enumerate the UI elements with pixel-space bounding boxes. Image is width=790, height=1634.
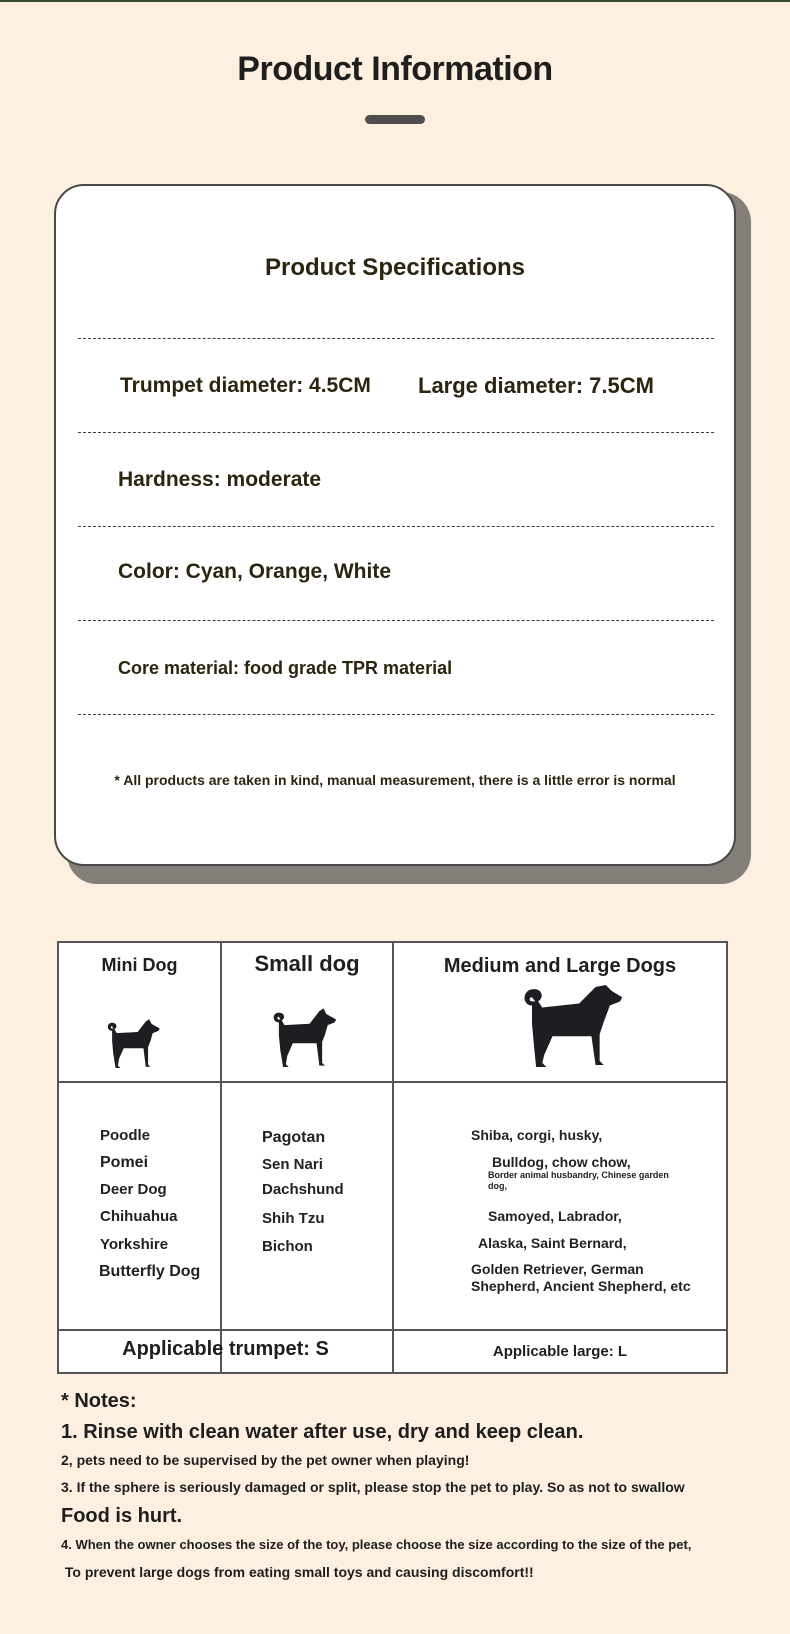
divider [78, 432, 714, 433]
breed-item: Alaska, Saint Bernard, [478, 1235, 627, 1251]
row-divider [59, 1329, 726, 1331]
title-underline-bar [365, 115, 425, 124]
breed-item: Chihuahua [100, 1208, 178, 1225]
breed-item: Golden Retriever, German Shepherd, Ancient Shepherd, etc [471, 1261, 691, 1294]
page-title: Product Information [237, 50, 553, 88]
column-divider [392, 943, 394, 1372]
spec-large-diameter: Large diameter: 7.5CM [418, 373, 654, 398]
breed-item: Shih Tzu [262, 1210, 325, 1227]
breed-item: Border animal husbandry, Chinese garden dog, [488, 1170, 669, 1191]
breed-item: Bichon [262, 1238, 313, 1255]
note-item: To prevent large dogs from eating small toys and causing discomfort!! [61, 1564, 534, 1580]
spec-color: Color: Cyan, Orange, White [118, 560, 392, 583]
divider [78, 526, 714, 527]
applicable-size-large: Applicable large: L [492, 1343, 628, 1360]
column-header-mini-dog: Mini Dog [101, 955, 178, 975]
notes-heading: * Notes: [61, 1390, 137, 1412]
measurement-disclaimer: * All products are taken in kind, manual measurement, there is a little error is normal [114, 772, 676, 788]
breed-item: Pagotan [262, 1129, 326, 1146]
specifications-card [54, 184, 736, 866]
breed-item: Sen Nari [262, 1156, 323, 1173]
dog-silhouette-icon [104, 1018, 162, 1068]
spec-trumpet-diameter: Trumpet diameter: 4.5CM [120, 374, 371, 397]
breed-item: Deer Dog [100, 1181, 167, 1198]
dog-silhouette-icon [269, 1007, 339, 1067]
spec-core-material: Core material: food grade TPR material [118, 658, 453, 678]
breed-item: Butterfly Dog [99, 1263, 201, 1280]
column-header-small-dog: Small dog [254, 951, 360, 976]
breed-item: Poodle [100, 1127, 151, 1144]
note-item: 3. If the sphere is seriously damaged or split, please stop the pet to play. So as not to swallow [61, 1479, 685, 1495]
column-header-medium-large-dogs: Medium and Large Dogs [443, 955, 677, 977]
column-divider [220, 943, 222, 1372]
row-divider [59, 1081, 726, 1083]
dog-size-table [57, 941, 728, 1374]
spec-hardness: Hardness: moderate [118, 468, 322, 491]
breed-item: Shiba, corgi, husky, [471, 1127, 603, 1143]
note-item: 4. When the owner chooses the size of the toy, please choose the size according to the size of the pet, [61, 1537, 692, 1552]
divider [78, 338, 714, 339]
breed-item: Bulldog, chow chow, [492, 1154, 631, 1170]
note-item: 2, pets need to be supervised by the pet owner when playing! [61, 1452, 470, 1468]
breed-item: Dachshund [262, 1181, 344, 1198]
dog-silhouette-icon [521, 985, 625, 1067]
note-item: 1. Rinse with clean water after use, dry and keep clean. [61, 1421, 584, 1443]
breed-item: Yorkshire [100, 1236, 169, 1253]
divider [78, 620, 714, 621]
breed-item: Pomei [100, 1154, 149, 1171]
divider [78, 714, 714, 715]
specifications-title: Product Specifications [264, 254, 526, 281]
applicable-size-small: Applicable trumpet: S [122, 1338, 329, 1360]
note-item: Food is hurt. [61, 1505, 183, 1527]
breed-item: Samoyed, Labrador, [488, 1208, 622, 1224]
top-border-line [0, 0, 790, 2]
